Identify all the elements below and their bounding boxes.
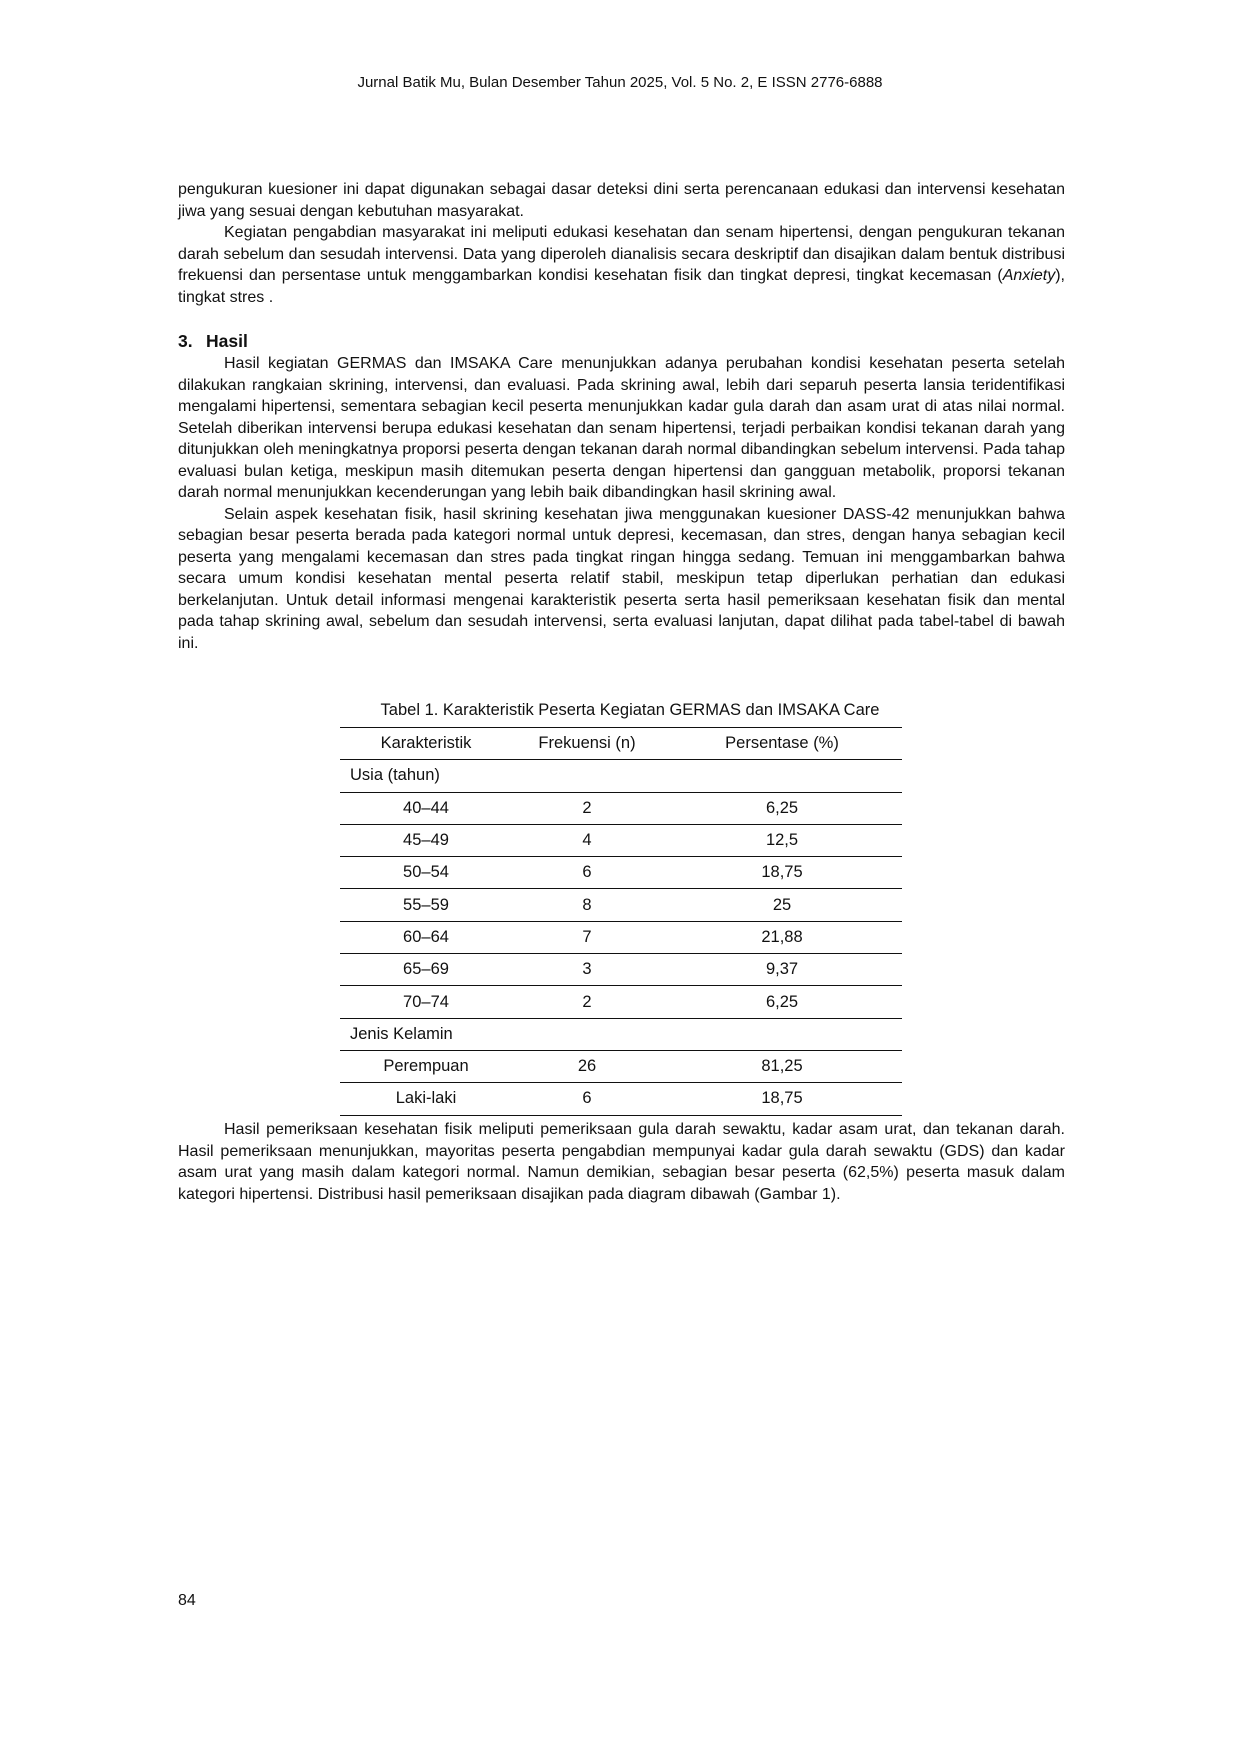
table-header-row [340, 728, 902, 760]
cell-frequency: 6 [512, 1083, 662, 1115]
table-row [340, 792, 902, 824]
intro-p2-italic: Anxiety [1002, 267, 1056, 284]
cell-percentage: 12,5 [662, 824, 902, 856]
intro-paragraph-1: pengukuran kuesioner ini dapat digunakan sebagai dasar deteksi dini serta perencanaan edukasi dan intervensi kesehatan jiwa yang sesuai dengan kebutuhan masyarakat. [178, 181, 1065, 220]
cell-category: 45–49 [340, 824, 512, 856]
page-number: 84 [178, 1592, 196, 1609]
cell-percentage: 18,75 [662, 1083, 902, 1115]
cell-percentage: 25 [662, 889, 902, 921]
cell-category: 40–44 [340, 792, 512, 824]
cell-percentage: 6,25 [662, 986, 902, 1018]
table-row [340, 921, 902, 953]
characteristics-table [340, 727, 902, 1116]
cell-category: 70–74 [340, 986, 512, 1018]
cell-category: Perempuan [340, 1050, 512, 1082]
cell-percentage: 9,37 [662, 954, 902, 986]
results-section [178, 353, 1065, 654]
section-number: 3. [178, 331, 193, 351]
intro-p2-text-b: ), tingkat stres . [178, 267, 1065, 306]
table-caption: Tabel 1. Karakteristik Peserta Kegiatan GERMAS dan IMSAKA Care [380, 701, 880, 719]
header-frekuensi: Frekuensi (n) [512, 728, 662, 760]
intro-section [178, 179, 1065, 308]
cell-frequency: 2 [512, 986, 662, 1018]
running-header: Jurnal Batik Mu, Bulan Desember Tahun 2025, Vol. 5 No. 2, E ISSN 2776-6888 [357, 74, 883, 91]
cell-percentage: 18,75 [662, 857, 902, 889]
section-heading [178, 331, 248, 352]
table-row [340, 1050, 902, 1082]
cell-category: 55–59 [340, 889, 512, 921]
cell-category: 60–64 [340, 921, 512, 953]
table-row [340, 824, 902, 856]
group-label-age: Usia (tahun) [340, 760, 902, 792]
table-row [340, 889, 902, 921]
cell-category: Laki-laki [340, 1083, 512, 1115]
table-row [340, 986, 902, 1018]
table-row [340, 857, 902, 889]
cell-percentage: 21,88 [662, 921, 902, 953]
after-table-paragraph: Hasil pemeriksaan kesehatan fisik meliputi pemeriksaan gula darah sewaktu, kadar asam urat, dan tekanan darah. Hasil pemeriksaan menunjukkan, mayoritas peserta pengabdian mempunyai kadar gula darah sewaktu (GDS) dan kadar asam urat yang masih dalam kategori normal. Namun demikian, sebagian besar peserta (62,5%) peserta masuk dalam kategori hipertensi. Distribusi hasil pemeriksaan disajikan pada diagram dibawah (Gambar 1). [178, 1121, 1065, 1203]
results-paragraph-2: Selain aspek kesehatan fisik, hasil skrining kesehatan jiwa menggunakan kuesioner DASS-42 menunjukkan bahwa sebagian besar peserta berada pada kategori normal untuk depresi, kecemasan, dan stres, dengan hanya sebagian kecil peserta yang mengalami kecemasan dan stres pada tingkat ringan hingga sedang. Temuan ini menggambarkan bahwa secara umum kondisi kesehatan mental peserta relatif stabil, meskipun tetap diperlukan perhatian dan edukasi berkelanjutan. Untuk detail informasi mengenai karakteristik peserta serta hasil pemeriksaan kesehatan fisik dan mental pada tahap skrining awal, sebelum dan sesudah intervensi, serta evaluasi lanjutan, dapat dilihat pada tabel-tabel di bawah ini. [178, 505, 1065, 652]
header-persentase: Persentase (%) [662, 728, 902, 760]
cell-frequency: 2 [512, 792, 662, 824]
table-group-row [340, 1018, 902, 1050]
table-row [340, 1083, 902, 1115]
cell-frequency: 8 [512, 889, 662, 921]
section-title: Hasil [206, 331, 248, 351]
cell-frequency: 7 [512, 921, 662, 953]
cell-frequency: 4 [512, 824, 662, 856]
cell-frequency: 6 [512, 857, 662, 889]
results-paragraph-1: Hasil kegiatan GERMAS dan IMSAKA Care menunjukkan adanya perubahan kondisi kesehatan peserta setelah dilakukan rangkaian skrining, intervensi, dan evaluasi. Pada skrining awal, lebih dari separuh peserta lansia teridentifikasi mengalami hipertensi, sementara sebagian kecil peserta menunjukkan kadar gula darah dan asam urat di atas nilai normal. Setelah diberikan intervensi berupa edukasi kesehatan dan senam hipertensi, terjadi perbaikan kondisi tekanan darah yang ditunjukkan oleh meningkatnya proporsi peserta dengan tekanan darah normal dibandingkan sebelum intervensi. Pada tahap evaluasi bulan ketiga, meskipun masih ditemukan peserta dengan hipertensi dan gangguan metabolik, proporsi tekanan darah normal menunjukkan kecenderungan yang lebih baik dibandingkan hasil skrining awal. [178, 355, 1065, 501]
intro-p2-text-a: Kegiatan pengabdian masyarakat ini meliputi edukasi kesehatan dan senam hipertensi, dengan pengukuran tekanan darah sebelum dan sesudah intervensi. Data yang diperoleh dianalisis secara deskriptif dan disajikan dalam bentuk distribusi frekuensi dan persentase untuk menggambarkan kondisi kesehatan fisik dan tingkat depresi, tingkat kecemasan ( [178, 224, 1065, 284]
table-row [340, 954, 902, 986]
table-group-row [340, 760, 902, 792]
cell-percentage: 6,25 [662, 792, 902, 824]
header-karakteristik: Karakteristik [340, 728, 512, 760]
intro-paragraph-2 [178, 222, 1065, 308]
cell-frequency: 26 [512, 1050, 662, 1082]
cell-percentage: 81,25 [662, 1050, 902, 1082]
cell-category: 65–69 [340, 954, 512, 986]
cell-frequency: 3 [512, 954, 662, 986]
group-label-sex: Jenis Kelamin [340, 1018, 902, 1050]
after-table-section [178, 1119, 1065, 1205]
cell-category: 50–54 [340, 857, 512, 889]
